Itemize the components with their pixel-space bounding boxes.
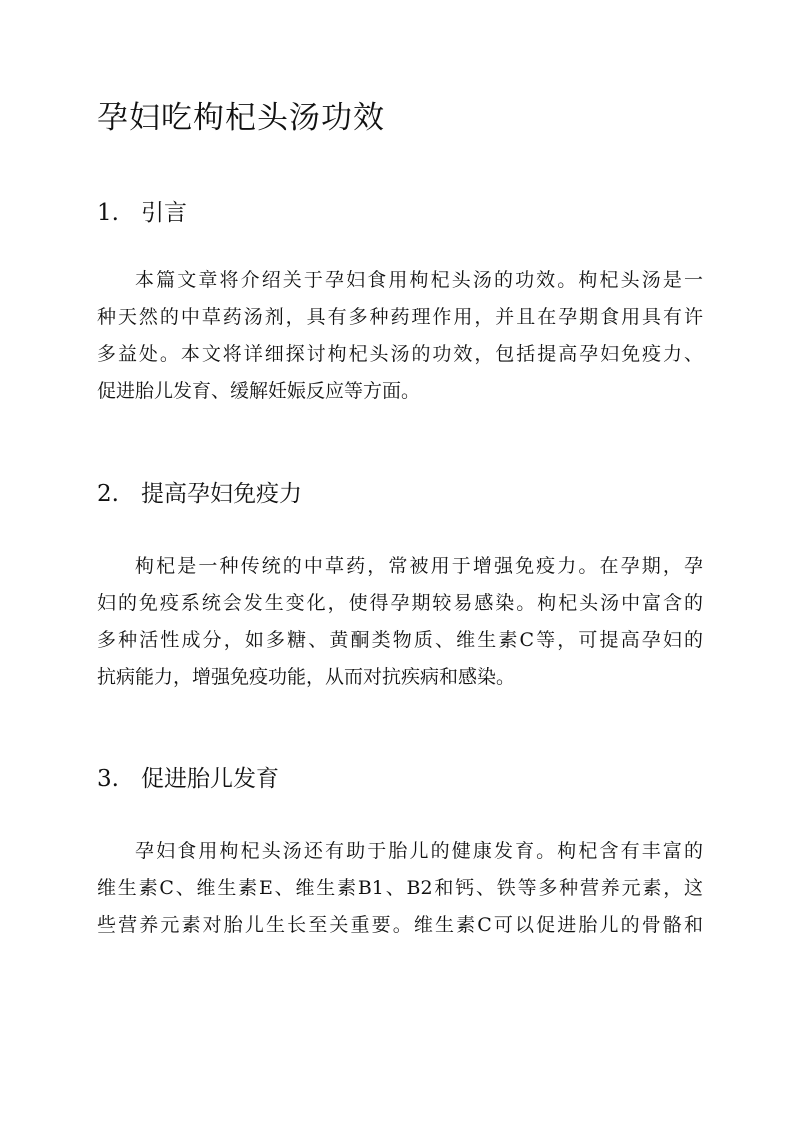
paragraph-line: 本篇文章将介绍关于孕妇食用枸杞头汤的功效。枸杞头汤是一: [135, 269, 703, 291]
section-heading-fetal-development: [97, 762, 279, 796]
section-heading-immunity: [97, 477, 302, 511]
section-heading-text: 提高孕妇免疫力: [141, 481, 302, 507]
section-paragraph-immunity: [97, 548, 703, 696]
section-paragraph-fetal-development: [97, 833, 703, 944]
paragraph-line: 些营养元素对胎儿生长至关重要。维生素C可以促进胎儿的骨骼和: [97, 914, 703, 936]
paragraph-line: 多益处。本文将详细探讨枸杞头汤的功效，包括提高孕妇免疫力、: [97, 343, 703, 365]
paragraph-line: 抗病能力，增强免疫功能，从而对抗疾病和感染。: [97, 666, 516, 688]
section-paragraph-intro: [97, 262, 703, 410]
paragraph-line: 种天然的中草药汤剂，具有多种药理作用，并且在孕期食用具有许: [97, 306, 703, 328]
paragraph-line: 维生素C、维生素E、维生素B1、B2和钙、铁等多种营养元素，这: [97, 877, 703, 899]
paragraph-line: 孕妇食用枸杞头汤还有助于胎儿的健康发育。枸杞含有丰富的: [135, 840, 703, 862]
section-number: 2.: [97, 481, 119, 507]
paragraph-line: 枸杞是一种传统的中草药，常被用于增强免疫力。在孕期，孕: [135, 555, 703, 577]
document-title: 孕妇吃枸杞头汤功效: [97, 100, 385, 136]
section-heading-intro: [97, 196, 187, 230]
section-number: 3.: [97, 766, 119, 792]
section-number: 1.: [97, 200, 119, 226]
section-heading-text: 引言: [141, 200, 187, 226]
section-heading-text: 促进胎儿发育: [141, 766, 279, 792]
paragraph-line: 促进胎儿发育、缓解妊娠反应等方面。: [97, 380, 421, 402]
paragraph-line: 多种活性成分，如多糖、黄酮类物质、维生素C等，可提高孕妇的: [97, 629, 703, 651]
paragraph-line: 妇的免疫系统会发生变化，使得孕期较易感染。枸杞头汤中富含的: [97, 592, 703, 614]
